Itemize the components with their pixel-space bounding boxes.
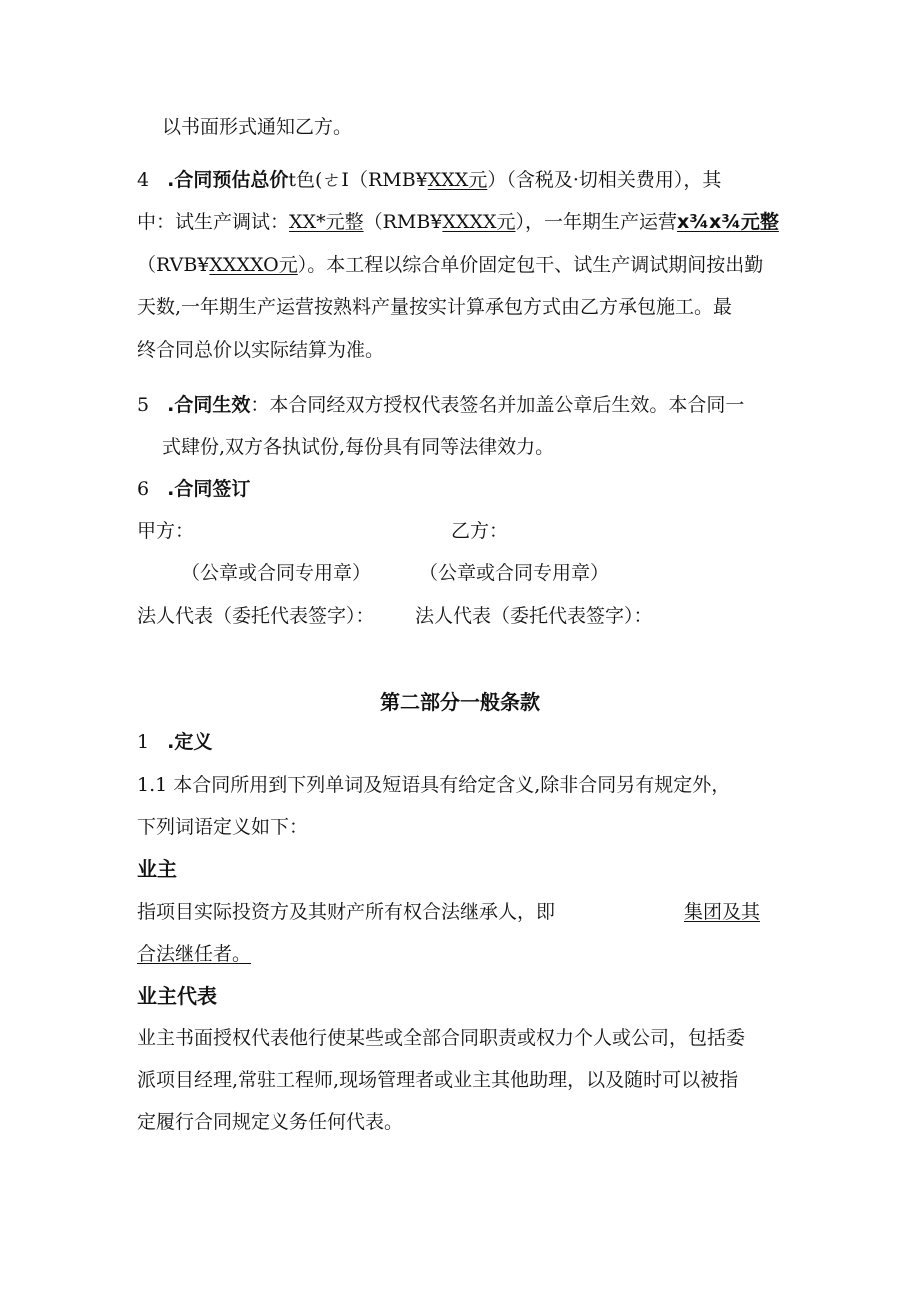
operation-rmb-amount: XXXXO元 [209,254,298,276]
definition-heading [137,729,212,755]
operation-rmb-label: （RVB¥ [137,254,210,276]
item6-title: 合同签订 [174,478,251,500]
item5-text: ：本合同经双方授权代表签名并加盖公章后生效。本合同一 [250,394,745,416]
item5-number: 5 [137,394,150,416]
item4-garbled-text: t色(ㄜI [288,169,349,191]
party-b-representative: 法人代表（委托代表签字）： [415,605,653,627]
owner-rep-line3: 定履行合同规定义务任何代表。 [137,1111,404,1133]
item4-line4: 天数,一年期生产运营按熟料产量按实计算承包方式由乙方承包施工。最 [137,296,733,318]
trial-rmb-label: （RMB¥ [363,211,443,233]
item4-title: 合同预估总价 [174,169,289,191]
item4-number: 4 [137,169,150,191]
item4-rmb-label: （RMB¥ [348,169,428,191]
item4-line5: 终合同总价以实际结算为准。 [137,339,385,361]
item5-line2: 式肆份,双方各执试份,每份具有同等法律效力。 [162,436,555,458]
definition-number: 1 [137,731,150,753]
notify-text: 以书面形式通知乙方。 [162,116,353,138]
owner-rep-line1: 业主书面授权代表他行使某些或全部合同职责或权力个人或公司，包括委 [137,1027,746,1049]
clause-1-1-line2: 下列词语定义如下： [137,816,309,838]
item6-number: 6 [137,478,150,500]
item4-amount: XXX元 [427,169,488,191]
item4-line3 [137,252,763,278]
party-a-seal: （公章或合同专用章） [181,562,372,584]
part2-title: 第二部分一般条款 [380,690,540,714]
item5-title: 合同生效 [174,394,251,416]
item4-line3-text: ）。本工程以综合单价固定包干、试生产调试期间按出勤 [297,254,764,276]
definition-title: 定义 [174,731,213,753]
party-b-label: 乙方： [451,520,509,542]
item4-line1 [137,167,721,193]
item5-line1 [137,392,744,418]
operation-label: ），一年期生产运营 [515,211,678,233]
owner-line1 [137,899,555,925]
trial-amount: XX*元整 [289,211,364,233]
party-b-seal: （公章或合同专用章） [419,562,610,584]
party-a-representative: 法人代表（委托代表签字）： [137,605,375,627]
item4-dot: . [167,169,175,191]
owner-rep-line2: 派项目经理,常驻工程师,现场管理者或业主其他助理，以及随时可以被指 [137,1069,739,1091]
owner-group-name: 集团及其 [684,901,761,923]
item5-dot: . [167,394,175,416]
owner-line2: 合法继任者。 [137,943,252,965]
definition-dot: . [167,731,175,753]
operation-amount: x¾x¾元整 [677,211,779,233]
item4-tail: ）（含税及·切相关费用），其 [487,169,722,191]
party-a-label: 甲方： [137,520,195,542]
owner-heading: 业主 [137,857,177,881]
owner-rep-heading: 业主代表 [137,984,217,1008]
trial-rmb-amount: XXXX元 [442,211,516,233]
owner-def-text: 指项目实际投资方及其财产所有权合法继承人，即 [137,901,556,923]
item6-dot: . [167,478,175,500]
trial-label: 中：试生产调试： [137,211,290,233]
item4-line2 [137,209,779,235]
clause-1-1-line1: 1.1 本合同所用到下列单词及短语具有给定含义,除非合同另有规定外， [137,774,731,796]
item6-line [137,476,250,502]
